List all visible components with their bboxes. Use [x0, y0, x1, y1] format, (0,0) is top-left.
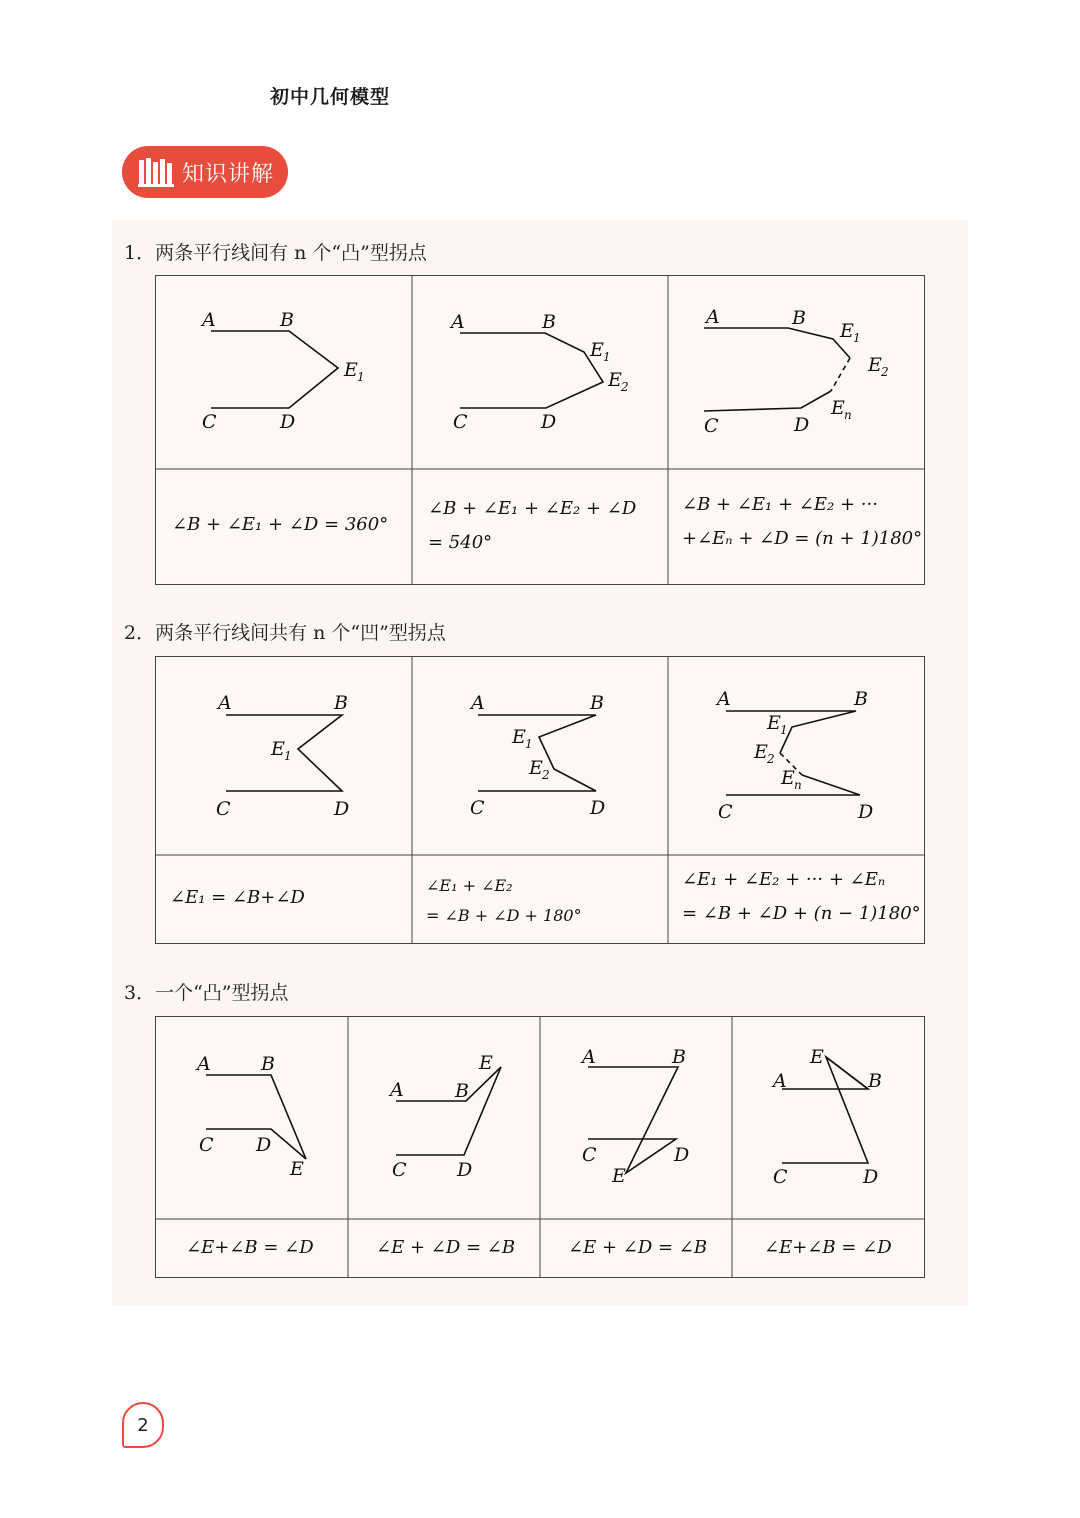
svg-text:D: D: [334, 798, 350, 820]
svg-text:B: B: [854, 688, 868, 710]
svg-text:E: E: [868, 354, 882, 376]
figure-2-2: [478, 715, 596, 791]
svg-text:A: A: [717, 688, 731, 710]
svg-text:B: B: [672, 1046, 686, 1068]
svg-text:1: 1: [525, 737, 533, 751]
formula-3-3: ∠E + ∠D = ∠B: [568, 1237, 708, 1258]
svg-text:1: 1: [603, 350, 611, 364]
svg-text:C: C: [453, 411, 468, 433]
svg-text:A: A: [471, 692, 485, 714]
svg-text:2: 2: [621, 380, 629, 394]
svg-text:A: A: [706, 306, 720, 328]
svg-text:D: D: [541, 411, 557, 433]
section-1-title: 1．两条平行线间有 n 个“凸”型拐点: [124, 242, 427, 264]
figure-1-3: [704, 328, 850, 411]
svg-text:E: E: [612, 1165, 626, 1187]
formula-1-3: ∠B + ∠E₁ + ∠E₂ + ··· +∠Eₙ + ∠D = (n + 1)180°: [682, 494, 923, 549]
svg-text:E: E: [290, 1158, 304, 1180]
svg-text:E: E: [529, 757, 543, 779]
svg-text:C: C: [392, 1159, 407, 1181]
header-title: 初中几何模型: [270, 86, 391, 108]
books-icon: [138, 156, 174, 188]
figure-3-2: [396, 1067, 501, 1155]
svg-text:C: C: [704, 415, 719, 437]
svg-text:2: 2: [542, 768, 550, 782]
svg-text:C: C: [718, 801, 733, 823]
formula-2-1: ∠E₁ = ∠B+∠D: [170, 887, 305, 908]
svg-text:A: A: [202, 309, 216, 331]
svg-text:E: E: [344, 359, 358, 381]
svg-text:B: B: [868, 1070, 882, 1092]
section-2-table: [155, 656, 925, 944]
section-badge: [122, 146, 288, 198]
svg-text:B: B: [542, 311, 556, 333]
svg-text:E: E: [781, 767, 795, 789]
svg-text:n: n: [794, 778, 802, 792]
svg-text:A: A: [218, 692, 232, 714]
figure-1-1: [211, 331, 338, 408]
svg-text:1: 1: [853, 331, 861, 345]
svg-text:1: 1: [284, 749, 292, 763]
formula-2-2: ∠E₁ + ∠E₂ = ∠B + ∠D + 180°: [426, 876, 582, 925]
svg-text:n: n: [844, 408, 852, 422]
svg-text:2: 2: [881, 365, 889, 379]
svg-text:E: E: [608, 369, 622, 391]
section-1-table: [155, 275, 925, 585]
svg-text:D: D: [280, 411, 296, 433]
svg-text:C: C: [199, 1134, 214, 1156]
figure-3-3: [588, 1067, 678, 1173]
formula-1-1: ∠B + ∠E₁ + ∠D = 360°: [172, 514, 389, 535]
svg-text:E: E: [831, 397, 845, 419]
svg-text:B: B: [792, 307, 806, 329]
svg-text:A: A: [773, 1070, 787, 1092]
svg-text:B: B: [334, 692, 348, 714]
svg-text:A: A: [451, 311, 465, 333]
svg-text:C: C: [216, 798, 231, 820]
formula-3-4: ∠E+∠B = ∠D: [764, 1237, 892, 1258]
svg-text:C: C: [202, 411, 217, 433]
formula-3-1: ∠E+∠B = ∠D: [186, 1237, 314, 1258]
svg-text:A: A: [390, 1079, 404, 1101]
page-number: 2: [122, 1402, 164, 1448]
svg-text:E: E: [479, 1052, 493, 1074]
svg-text:C: C: [582, 1144, 597, 1166]
svg-text:C: C: [773, 1166, 788, 1188]
svg-text:D: D: [256, 1134, 272, 1156]
svg-text:E: E: [512, 726, 526, 748]
figure-1-2: [460, 333, 603, 408]
svg-text:2: 2: [767, 752, 775, 766]
svg-text:D: D: [457, 1159, 473, 1181]
svg-text:D: D: [858, 801, 874, 823]
svg-text:C: C: [470, 797, 485, 819]
svg-text:D: D: [590, 797, 606, 819]
svg-text:D: D: [794, 414, 810, 436]
svg-text:B: B: [261, 1053, 275, 1075]
section-3-title: 3．一个“凸”型拐点: [124, 982, 289, 1004]
svg-text:B: B: [590, 692, 604, 714]
svg-text:1: 1: [780, 723, 788, 737]
svg-text:E: E: [754, 741, 768, 763]
svg-text:B: B: [455, 1080, 469, 1102]
formula-1-2: ∠B + ∠E₁ + ∠E₂ + ∠D = 540°: [428, 498, 637, 553]
svg-text:E: E: [271, 738, 285, 760]
badge-label: 知识讲解: [182, 161, 275, 187]
svg-text:E: E: [810, 1046, 824, 1068]
formula-2-3: ∠E₁ + ∠E₂ + ··· + ∠Eₙ = ∠B + ∠D + (n − 1)180°: [682, 869, 921, 924]
section-3-table: [155, 1016, 925, 1278]
svg-text:A: A: [197, 1053, 211, 1075]
svg-text:D: D: [674, 1144, 690, 1166]
svg-text:E: E: [767, 712, 781, 734]
svg-text:B: B: [280, 309, 294, 331]
svg-text:D: D: [863, 1166, 879, 1188]
formula-3-2: ∠E + ∠D = ∠B: [376, 1237, 516, 1258]
section-2-title: 2．两条平行线间共有 n 个“凹”型拐点: [124, 622, 446, 644]
svg-text:1: 1: [357, 370, 365, 384]
figure-3-4: [782, 1057, 868, 1163]
svg-text:E: E: [840, 320, 854, 342]
svg-text:A: A: [582, 1046, 596, 1068]
svg-text:E: E: [590, 339, 604, 361]
